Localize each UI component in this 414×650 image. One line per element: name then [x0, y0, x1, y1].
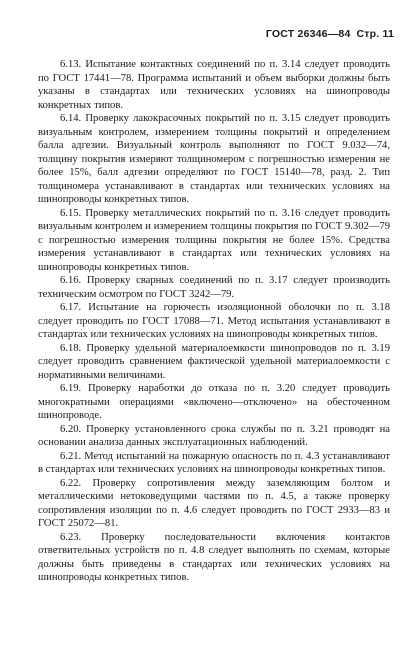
page-header: [266, 28, 394, 40]
page-number: Стр. 11: [356, 28, 394, 40]
clause-6-17: 6.17. Испытание на горючесть изоляционной оболочки по п. 3.18 следует проводить по ГОСТ 17088—71. Метод испытания устанавливают в стандартах или технических условиях на шинопроводы конкретных типов.: [38, 302, 390, 340]
clause-6-22: 6.22. Проверку сопротивления между заземляющим болтом и металлическими нетоковедущими частями по п. 4.5, а также проверку сопротивления изоляции по п. 4.6 следует проводить по ГОСТ 2933—83 и ГОСТ 25072—81.: [38, 477, 390, 529]
clause-6-19: 6.19. Проверку наработки до отказа по п. 3.20 следует проводить многократными операциями «включено—отключено» на обесточенном шинопроводе.: [38, 383, 390, 421]
clause-6-15: 6.15. Проверку металлических покрытий по п. 3.16 следует проводить визуальным контролем и измерением толщины покрытия по ГОСТ 9.302—79 с погрешностью измерения толщины покрытия не более 15%. Средства измерения устанавливают в стандартах или технических условиях на шинопроводы конкретных типов.: [38, 207, 390, 273]
clause-6-21: 6.21. Метод испытаний на пожарную опасность по п. 4.3 устанавливают в стандартах или технических условиях на шинопроводы конкретных типов.: [38, 450, 390, 475]
standard-number: ГОСТ 26346—84: [265, 28, 351, 40]
clause-6-14: 6.14. Проверку лакокрасочных покрытий по п. 3.15 следует проводить визуальным контролем, измерением толщины покрытий и определением балла адгезии. Визуальный контроль выполняют по ГОСТ 9.032—74, толщину покрытия измеряют толщиномером с погрешностью измерения не более 15%, балл адгезии определяют по ГОСТ 15140—78, разд. 2. Тип толщиномера устанавливают в стандартах или технических условиях на шинопроводы конкретных типов.: [38, 113, 390, 205]
document-body: [38, 58, 390, 585]
clause-6-20: 6.20. Проверку установленного срока службы по п. 3.21 проводят на основании анализа данных эксплуатационных наблюдений.: [38, 423, 390, 448]
clause-6-13: 6.13. Испытание контактных соединений по п. 3.14 следует проводить по ГОСТ 17441—78. Программа испытаний и объем выборки должны быть указаны в стандартах или технических условиях на шинопроводы конкретных типов.: [38, 59, 390, 111]
clause-6-18: 6.18. Проверку удельной материалоемкости шинопроводов по п. 3.19 следует проводить сравнением фактической удельной материалоемкости с нормативными величинами.: [38, 342, 390, 381]
clause-6-23: 6.23. Проверку последовательности включения контактов ответвительных устройств по п. 4.8 следует выполнять по схемам, которые должны быть приведены в стандартах или технических условиях на шинопроводы конкретных типов.: [38, 531, 390, 583]
clause-6-16: 6.16. Проверку сварных соединений по п. 3.17 следует производить техническим осмотром по ГОСТ 3242—79.: [38, 275, 390, 300]
